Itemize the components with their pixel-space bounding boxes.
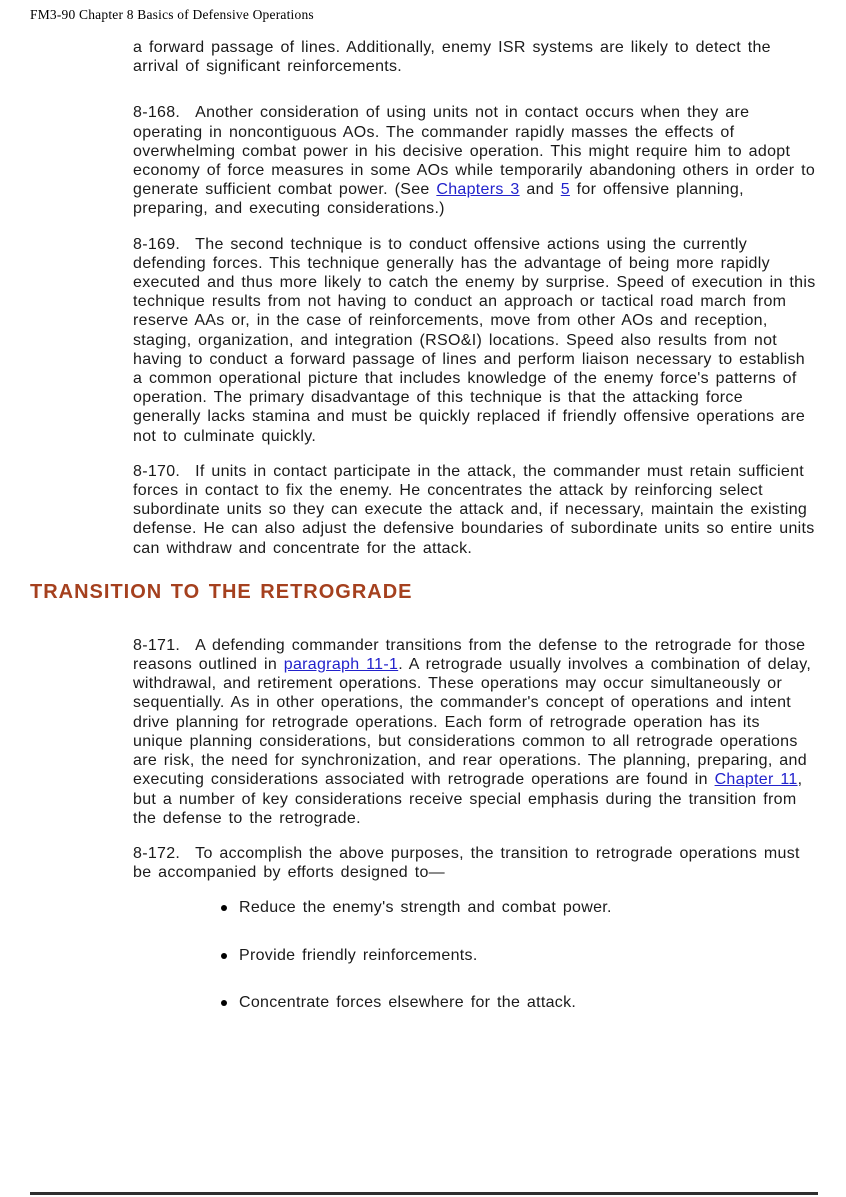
bullet-item-text: Provide friendly reinforcements. [239,946,478,964]
paragraph-continuation [133,38,816,76]
text-run: for offensive planning, preparing, and executing considerations.) [133,181,744,218]
paragraph-number: 8-169. [133,235,181,253]
text-run: The second technique is to conduct offensive actions using the currently defending forces. This technique generally has the advantage of being more rapidly executed and thus more likely to catch the enemy by surprise. Speed of execution in this technique results from not having to conduct an approach or tactical road march from reserve AAs or, in the case of reinforcements, move from other AOs and reception, staging, organization, and integration (RSO&I) locations. Speed also results from not having to conduct a forward passage of lines and perform liaison necessary to establish a common operational picture that includes knowledge of the enemy force's patterns of operation. The primary disadvantage of this technique is that the attacking force generally lacks stamina and must be quickly replaced if friendly offensive operations are not to culminate quickly. [133,235,816,445]
bullet-dot-icon [221,953,227,959]
page-header-title: FM3-90 Chapter 8 Basics of Defensive Operations [30,7,314,22]
page-bottom-rule [30,1192,818,1195]
paragraph-number: 8-170. [133,462,181,480]
bullet-list [133,898,816,1012]
document-content [0,38,846,1040]
doc-link[interactable]: Chapters 3 [436,181,520,199]
paragraph-8-170 [133,462,816,558]
bullet-item [237,993,816,1012]
text-run: To accomplish the above purposes, the transition to retrograde operations must be accompanied by efforts designed to— [133,844,800,882]
text-run: Another consideration of using units not in contact occurs when they are operating in noncontiguous AOs. The commander rapidly masses the effects of overwhelming combat power in his decisive operation. This might require him to adopt economy of force measures in some AOs while temporarily abandoning others in order to generate sufficient combat power. (See [133,104,816,199]
doc-link[interactable]: Chapter 11 [714,771,798,789]
bullet-item-text: Reduce the enemy's strength and combat power. [239,899,612,917]
bullet-dot-icon [221,1000,227,1006]
section-heading: TRANSITION TO THE RETROGRADE [30,580,413,603]
text-run: If units in contact participate in the attack, the commander must retain sufficient forces in contact to fix the enemy. He concentrates the attack by reinforcing select subordinate units so they can execute the attack and, if necessary, maintain the existing defense. He can also adjust the defensive boundaries of subordinate units so entire units can withdraw and concentrate for the attack. [133,462,815,557]
text-run: A defending commander transitions from the defense to the retrograde for those reasons outlined in [133,636,806,674]
text-run: , but a number of key considerations receive special emphasis during the transition from the defense to the retrograde. [133,771,803,827]
text-run: . A retrograde usually involves a combination of delay, withdrawal, and retirement operations. These operations may occur simultaneously or sequentially. As in other operations, the commander's concept of operations and intent drive planning for retrograde operations. Each form of retrograde operation has its unique planning considerations, but considerations common to all retrograde operations are risk, the need for synchronization, and rear operations. The planning, preparing, and executing considerations associated with retrograde operations are found in [133,656,812,789]
text-run: and [519,181,561,199]
doc-link[interactable]: paragraph 11-1 [283,656,399,674]
bullet-item [237,946,816,965]
paragraph-8-171 [133,636,816,828]
bullet-dot-icon [221,905,227,911]
paragraph-number: 8-171. [133,636,181,654]
paragraph-number: 8-168. [133,104,181,122]
doc-link[interactable]: 5 [560,181,570,199]
paragraph-8-172 [133,844,816,882]
paragraph-number: 8-172. [133,844,181,862]
paragraph-8-168 [133,103,816,218]
bullet-item-text: Concentrate forces elsewhere for the attack. [239,993,577,1011]
bullet-item [237,898,816,917]
text-run: a forward passage of lines. Additionally, enemy ISR systems are likely to detect the arrival of significant reinforcements. [133,39,771,76]
paragraph-8-169 [133,235,816,446]
